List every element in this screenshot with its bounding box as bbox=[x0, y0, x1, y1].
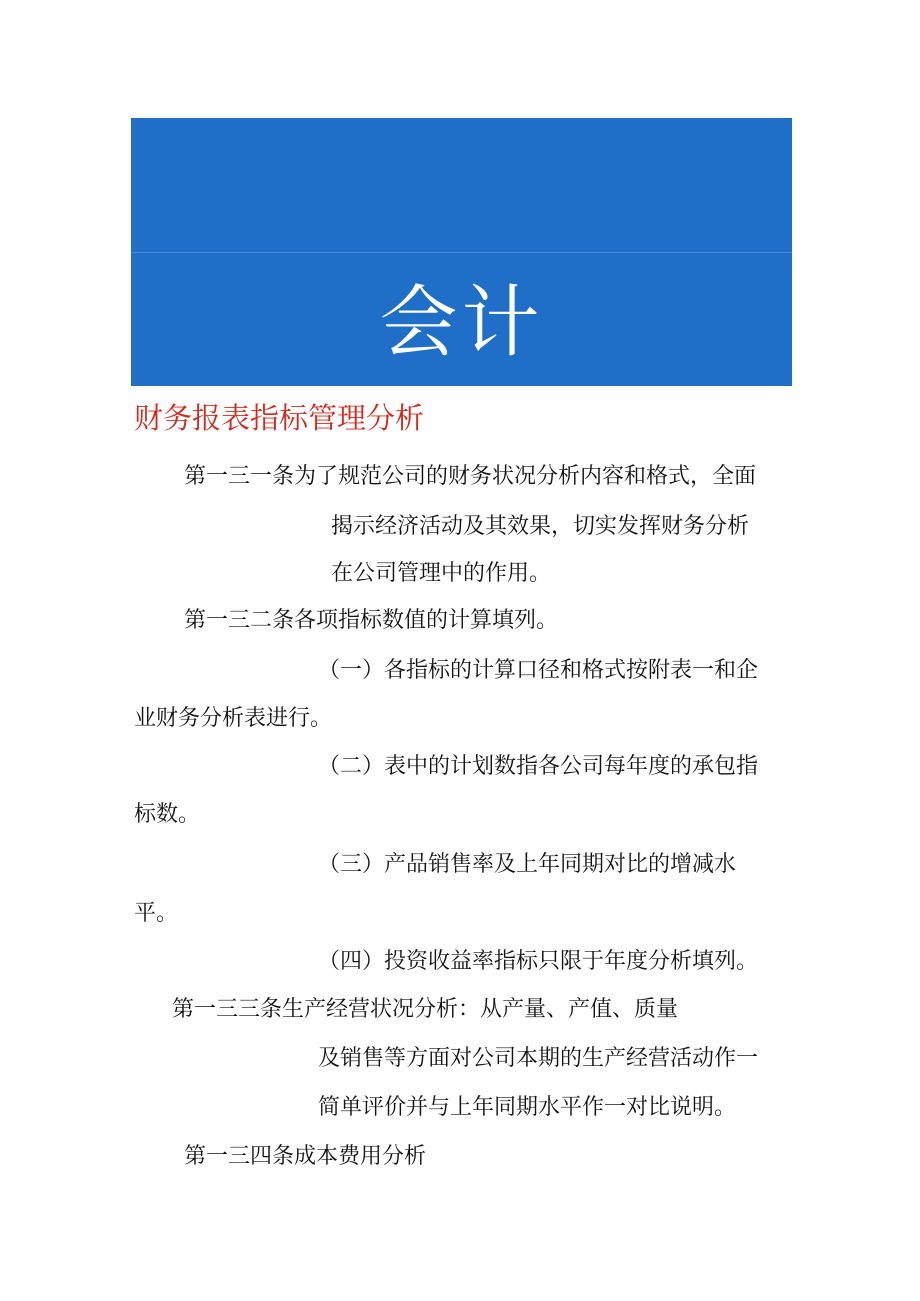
article-131-line-2: 揭示经济活动及其效果，切实发挥财务分析 bbox=[331, 514, 750, 539]
banner-title-line-1: 会计 bbox=[379, 278, 544, 368]
item-1-line-1: （一）各指标的计算口径和格式按附表一和企 bbox=[318, 658, 759, 683]
item-2-line-1: （二）表中的计划数指各公司每年度的承包指 bbox=[318, 754, 759, 779]
article-132-line-1: 第一三二条各项指标数值的计算填列。 bbox=[184, 608, 559, 633]
article-133-line-3: 简单评价并与上年同期水平作一对比说明。 bbox=[318, 1095, 737, 1120]
banner-title-line-2: 实务 bbox=[379, 396, 544, 486]
item-3-line-1: （三）产品销售率及上年同期对比的增减水 bbox=[318, 852, 737, 877]
item-1-line-2: 业财务分析表进行。 bbox=[134, 706, 333, 731]
article-131-line-3: 在公司管理中的作用。 bbox=[331, 561, 552, 586]
article-133-line-1: 第一三三条生产经营状况分析：从产量、产值、质量 bbox=[172, 997, 679, 1022]
item-4-line-1: （四）投资收益率指标只限于年度分析填列。 bbox=[318, 949, 759, 974]
item-3-line-2: 平。 bbox=[134, 901, 179, 926]
item-2-line-2: 标数。 bbox=[134, 802, 201, 827]
article-131-line-1: 第一三一条为了规范公司的财务状况分析内容和格式，全面 bbox=[184, 464, 757, 489]
banner-divider bbox=[131, 252, 792, 253]
article-133-line-2: 及销售等方面对公司本期的生产经营活动作一 bbox=[318, 1046, 759, 1071]
article-134-line-1: 第一三四条成本费用分析 bbox=[184, 1144, 427, 1169]
section-heading: 财务报表指标管理分析 bbox=[134, 401, 425, 435]
